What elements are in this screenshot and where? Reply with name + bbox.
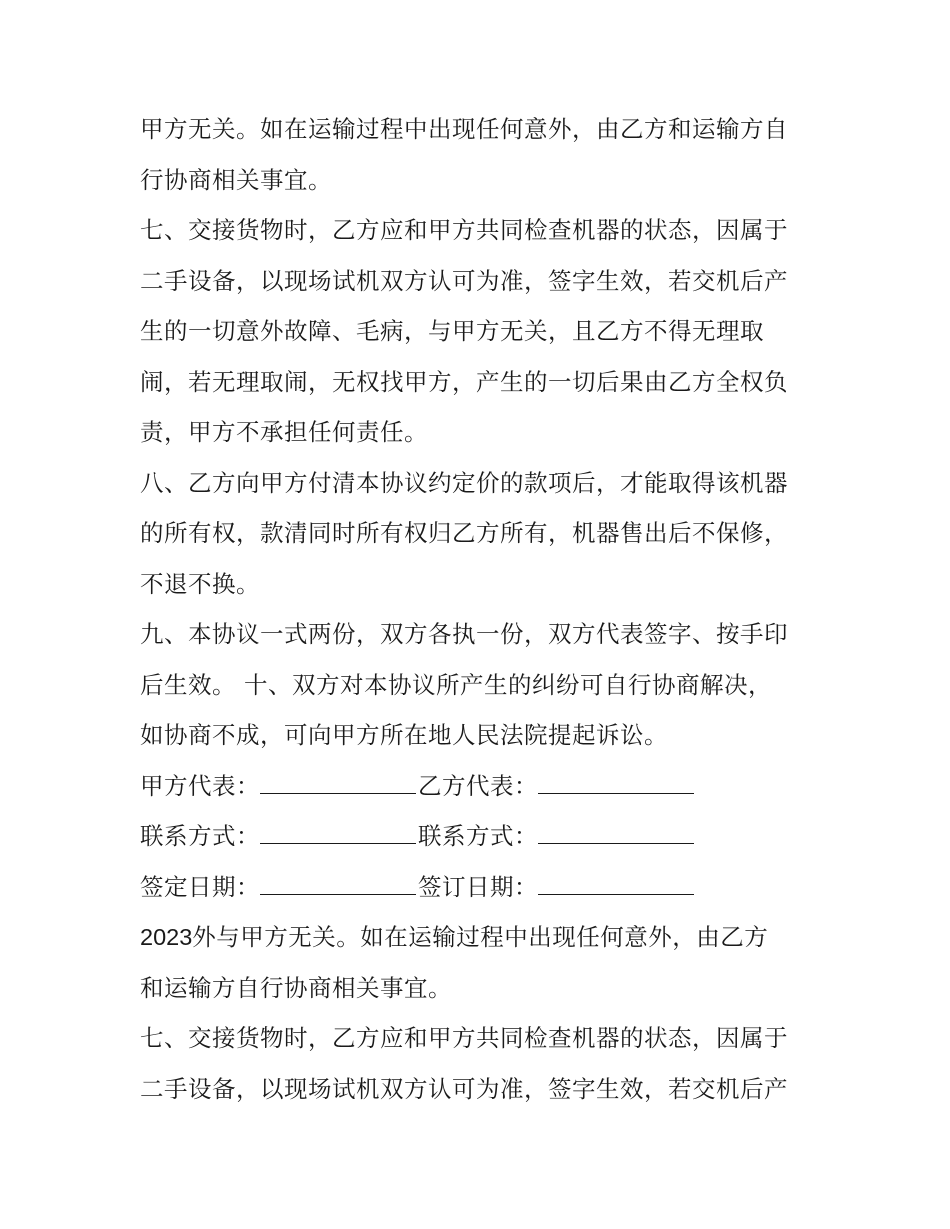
- contract-body: [140, 104, 830, 1114]
- text-line-with-year: [140, 912, 830, 963]
- party-a-date-blank: [260, 872, 416, 895]
- text-line: 不退不换。: [140, 569, 260, 598]
- party-b-representative-blank: [538, 771, 694, 794]
- text-line: 如协商不成，可向甲方所在地人民法院提起诉讼。: [140, 721, 668, 749]
- text-line: 行协商相关事宜。: [140, 165, 332, 194]
- party-a-contact-blank: [260, 821, 416, 844]
- text-line: 七、交接货物时，乙方应和甲方共同检查机器的状态，因属于: [140, 216, 788, 244]
- signature-row-contact: [140, 811, 830, 862]
- party-b-contact-label: 联系方式：: [418, 822, 538, 850]
- text-line: 的所有权，款清同时所有权归乙方所有，机器售出后不保修，: [140, 519, 788, 547]
- text-line: 和运输方自行协商相关事宜。: [140, 973, 452, 1002]
- party-a-contact-label: 联系方式：: [140, 822, 260, 850]
- text-line: 后生效。 十、双方对本协议所产生的纠纷可自行协商解决，: [140, 670, 772, 699]
- after-year-text: 外与甲方无关。如在运输过程中出现任何意外，由乙方: [192, 923, 769, 951]
- text-line: 八、乙方向甲方付清本协议约定价的款项后，才能取得该机器: [140, 468, 788, 497]
- party-b-date-blank: [538, 872, 694, 895]
- text-line: 九、本协议一式两份，双方各执一份，双方代表签字、按手印: [140, 620, 788, 648]
- text-line: 七、交接货物时，乙方应和甲方共同检查机器的状态，因属于: [140, 1024, 788, 1052]
- text-line: 二手设备，以现场试机双方认可为准，签字生效，若交机后产: [140, 266, 788, 295]
- party-a-date-label: 签定日期：: [140, 872, 260, 901]
- signature-row-representative: [140, 761, 830, 812]
- year-text: 2023: [140, 924, 193, 950]
- text-line: 甲方无关。如在运输过程中出现任何意外，由乙方和运输方自: [140, 115, 788, 143]
- party-a-representative-label: 甲方代表：: [140, 771, 260, 800]
- signature-row-date: [140, 862, 830, 913]
- party-b-contact-blank: [538, 821, 694, 844]
- text-line: 二手设备，以现场试机双方认可为准，签字生效，若交机后产: [140, 1074, 788, 1103]
- text-line: 责，甲方不承担任何责任。: [140, 418, 428, 446]
- text-line: 闹，若无理取闹，无权找甲方，产生的一切后果由乙方全权负: [140, 367, 788, 396]
- party-a-representative-blank: [260, 771, 416, 794]
- party-b-representative-label: 乙方代表：: [418, 771, 538, 800]
- text-line: 生的一切意外故障、毛病，与甲方无关，且乙方不得无理取: [140, 317, 764, 345]
- party-b-date-label: 签订日期：: [418, 872, 538, 901]
